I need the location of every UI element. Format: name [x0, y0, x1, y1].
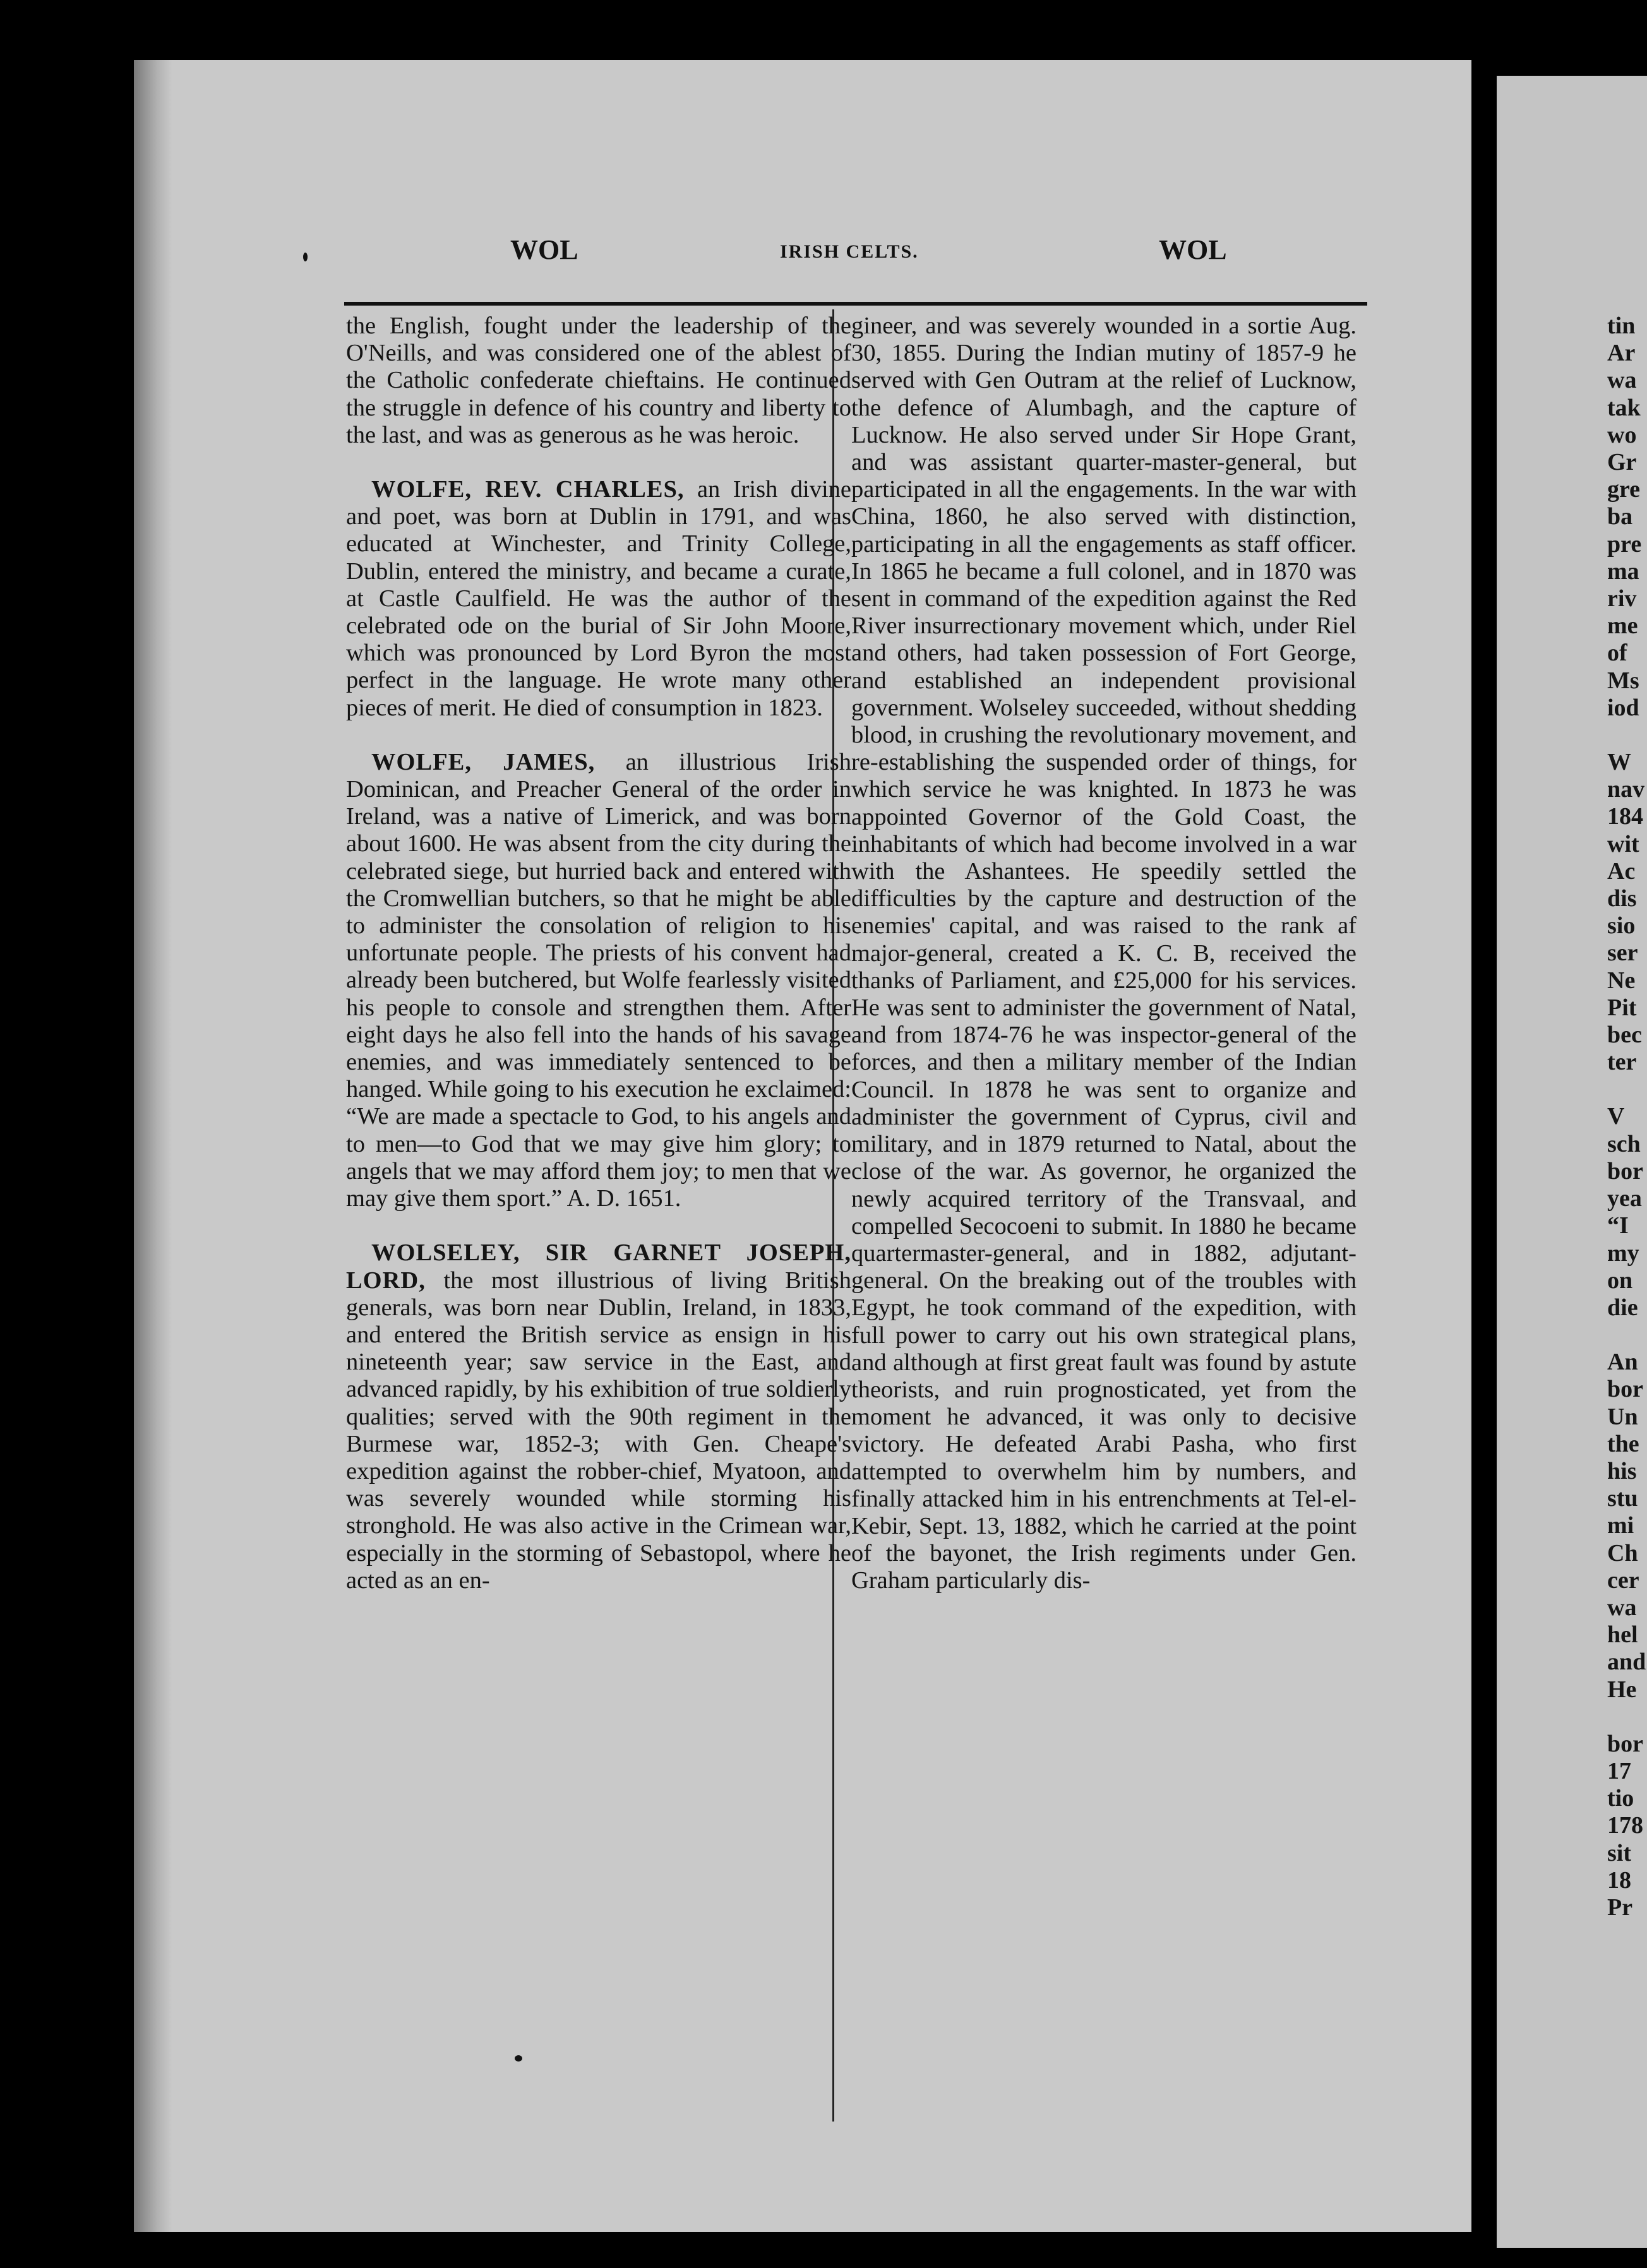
entry-body: the most illustrious of living British generals, was born near Dublin, Ireland, in 1833, and entered the British service as ensign in his nineteenth year; saw service in the East, and advanced rapidly, by his exhibition of true soldierly qualities; served with the 90th regiment in the Burmese war, 1852-3; with Gen. Cheape's expedition against the robber-chief, Myatoon, and was severely wounded while storming his stronghold. He was also active in the Crimean war, especially in the storming of Sebastopol, where he acted as an en- [346, 1267, 851, 1594]
adjacent-page-fragment: Pr [1607, 1894, 1633, 1921]
entry-headword: WOLFE, JAMES, [371, 748, 596, 775]
adjacent-page-fragment: bor [1607, 1376, 1643, 1403]
left-column [346, 313, 851, 1594]
header-right-guideword: WOL [1159, 234, 1227, 265]
adjacent-page-fragment: mi [1607, 1512, 1634, 1539]
adjacent-page-fragment: riv [1607, 585, 1637, 612]
adjacent-page-fragment: yea [1607, 1185, 1642, 1212]
adjacent-page-fragment: bor [1607, 1730, 1643, 1757]
adjacent-page-fragment: Ch [1607, 1539, 1638, 1567]
adjacent-page-fragment: sit [1607, 1839, 1631, 1866]
header-title: IRISH CELTS. [780, 241, 919, 262]
adjacent-page-fragment: die [1607, 1294, 1638, 1321]
dictionary-entry [346, 1239, 851, 1594]
adjacent-page-fragment: on [1607, 1267, 1633, 1294]
adjacent-page-fragment: 184 [1607, 803, 1643, 830]
adjacent-page-fragment: Un [1607, 1403, 1638, 1430]
adjacent-page-fragment: dis [1607, 885, 1637, 912]
adjacent-page-fragment: wit [1607, 830, 1639, 857]
dictionary-entry [346, 476, 851, 722]
adjacent-page-fragment: ma [1607, 558, 1639, 585]
adjacent-page-fragment: ter [1607, 1049, 1637, 1076]
adjacent-page-fragment: nav [1607, 776, 1645, 803]
adjacent-page-fragment: stu [1607, 1485, 1638, 1512]
adjacent-page-fragment: bor [1607, 1157, 1643, 1185]
entry-body: the English, fought under the leadership of the O'Neills, and was considered one of the ablest of the Catholic confederate chieftains. He continued the struggle in defence of his country and liberty to the last, and was as generous as he was heroic. [346, 313, 851, 448]
dictionary-entry [346, 749, 851, 1212]
adjacent-page-fragment: wa [1607, 367, 1637, 394]
adjacent-page-fragment: sch [1607, 1130, 1641, 1157]
adjacent-page-fragment: sio [1607, 912, 1636, 940]
adjacent-page-fragment: W [1607, 749, 1631, 776]
adjacent-page-fragment: cer [1607, 1567, 1639, 1594]
adjacent-page-fragment: and [1607, 1649, 1646, 1676]
adjacent-page-fragment: Ar [1607, 340, 1636, 367]
adjacent-page-fragment: gre [1607, 476, 1641, 503]
adjacent-page-fragment: He [1607, 1676, 1637, 1703]
adjacent-page-fragment: iod [1607, 694, 1639, 721]
adjacent-page-fragment: Pit [1607, 994, 1637, 1021]
entry-body: an Irish divine and poet, was born at Dublin in 1791, and was educated at Winchester, and Trinity College, Dublin, entered the ministry, and became a curate, at Castle Caulfield. He was the author of the celebrated ode on the burial of Sir John Moore, which was pronounced by Lord Byron the most perfect in the language. He wrote many other pieces of merit. He died of consumption in 1823. [346, 476, 851, 721]
adjacent-page-fragment: 18 [1607, 1866, 1631, 1894]
adjacent-page-fragment: 178 [1607, 1812, 1643, 1839]
adjacent-page-fragment: wo [1607, 421, 1637, 448]
adjacent-page-fragment: his [1607, 1457, 1637, 1484]
continued-text [346, 313, 851, 449]
adjacent-page-fragment: hel [1607, 1621, 1638, 1649]
scan-speck [515, 2055, 522, 2062]
adjacent-page-fragment: pre [1607, 530, 1642, 558]
adjacent-page-fragment: An [1607, 1349, 1638, 1376]
entry-headword: WOLSELEY, SIR GARNET JOSEPH, LORD, [346, 1239, 851, 1294]
adjacent-page-fragment: tio [1607, 1785, 1634, 1812]
entry-body: an illustrious Irish Dominican, and Preacher General of the order in Ireland, was a native of Limerick, and was born about 1600. He was absent from the city during the celebrated siege, but hurried back and entered with the Cromwellian butchers, so that he might be able to administer the consolation of religion to his unfortunate people. The priests of his convent had already been butchered, but Wolfe fearlessly visited his people to console and strengthen them. After eight days he also fell into the hands of his savage enemies, and was immediately sentenced to be hanged. While going to his execution he exclaimed: “We are made a spectacle to God, to his angels and to men—to God that we may give him glory; to angels that we may afford them joy; to men that we may give them sport.” A. D. 1651. [346, 748, 851, 1212]
adjacent-page-fragment: my [1607, 1239, 1639, 1267]
scan-speck [303, 253, 308, 261]
continued-text [851, 313, 1357, 1595]
adjacent-page-fragment: bec [1607, 1022, 1642, 1049]
adjacent-page-fragment: tak [1607, 394, 1641, 421]
adjacent-page-fragment: Ms [1607, 667, 1639, 694]
entry-body: gineer, and was severely wounded in a sortie Aug. 30, 1855. During the Indian mutiny of 1857-9 he served with Gen Outram at the relief of Lucknow, the defence of Alumbagh, and the capture of Lucknow. He also served under Sir Hope Grant, and was assistant quarter-master-general, but participated in all the engagements. In the war with China, 1860, he also served with distinction, participating in all the engagements as staff officer. In 1865 he became a full colonel, and in 1870 was sent in command of the expedition against the Red River insurrectionary movement which, under Riel and others, had taken possession of Fort George, and established an independent provisional government. Wolseley succeeded, without shedding blood, in crushing the revolutionary movement, and re-establishing the suspended order of things, for which service he was knighted. In 1873 he was appointed Governor of the Gold Coast, the inhabitants of which had become involved in a war with the Ashantees. He speedily settled the difficulties by the capture and destruction of the enemies' capital, and was raised to the rank af major-general, created a K. C. B, received the thanks of Parliament, and £25,000 for his services. He was sent to administer the government of Natal, and from 1874-76 he was inspector-general of the forces, and then a military member of the Indian Council. In 1878 he was sent to organize and administer the government of Cyprus, civil and military, and in 1879 returned to Natal, about the close of the war. As governor, he organized the newly acquired territory of the Transvaal, and compelled Secocoeni to submit. In 1880 he became quartermaster-general, and in 1882, adjutant-general. On the breaking out of the troubles with Egypt, he took command of the expedition, with full power to carry out his own strategical plans, and although at first great fault was found by astute theorists, and ruin prognosticated, yet from the moment he advanced, it was only to decisive victory. He defeated Arabi Pasha, who first attempted to overwhelm him by numbers, and finally attacked him in his entrenchments at Tel-el-Kebir, Sept. 13, 1882, which he carried at the point of the bayonet, the Irish regiments under Gen. Graham particularly dis- [851, 313, 1357, 1594]
right-column [851, 313, 1357, 1595]
header-rule [344, 302, 1367, 306]
adjacent-page-fragment: V [1607, 1103, 1625, 1130]
adjacent-page-sliver [1497, 76, 1647, 2248]
adjacent-page-fragment: ba [1607, 503, 1633, 530]
adjacent-page-fragment: wa [1607, 1594, 1637, 1621]
adjacent-page-fragment: the [1607, 1430, 1639, 1457]
running-header [208, 227, 1364, 278]
adjacent-page-fragment: Ne [1607, 967, 1636, 994]
adjacent-page-fragment: me [1607, 612, 1638, 640]
header-left-guideword: WOL [510, 234, 578, 265]
adjacent-page-fragment: “I [1607, 1212, 1629, 1239]
entry-headword: WOLFE, REV. CHARLES, [371, 476, 685, 503]
adjacent-page-fragment: of [1607, 640, 1627, 667]
adjacent-page-fragment: 17 [1607, 1757, 1631, 1784]
adjacent-page-fragment: Gr [1607, 449, 1637, 476]
adjacent-page-fragment: ser [1607, 940, 1638, 967]
adjacent-page-fragment: Ac [1607, 857, 1636, 885]
adjacent-page-fragment: tin [1607, 313, 1636, 339]
